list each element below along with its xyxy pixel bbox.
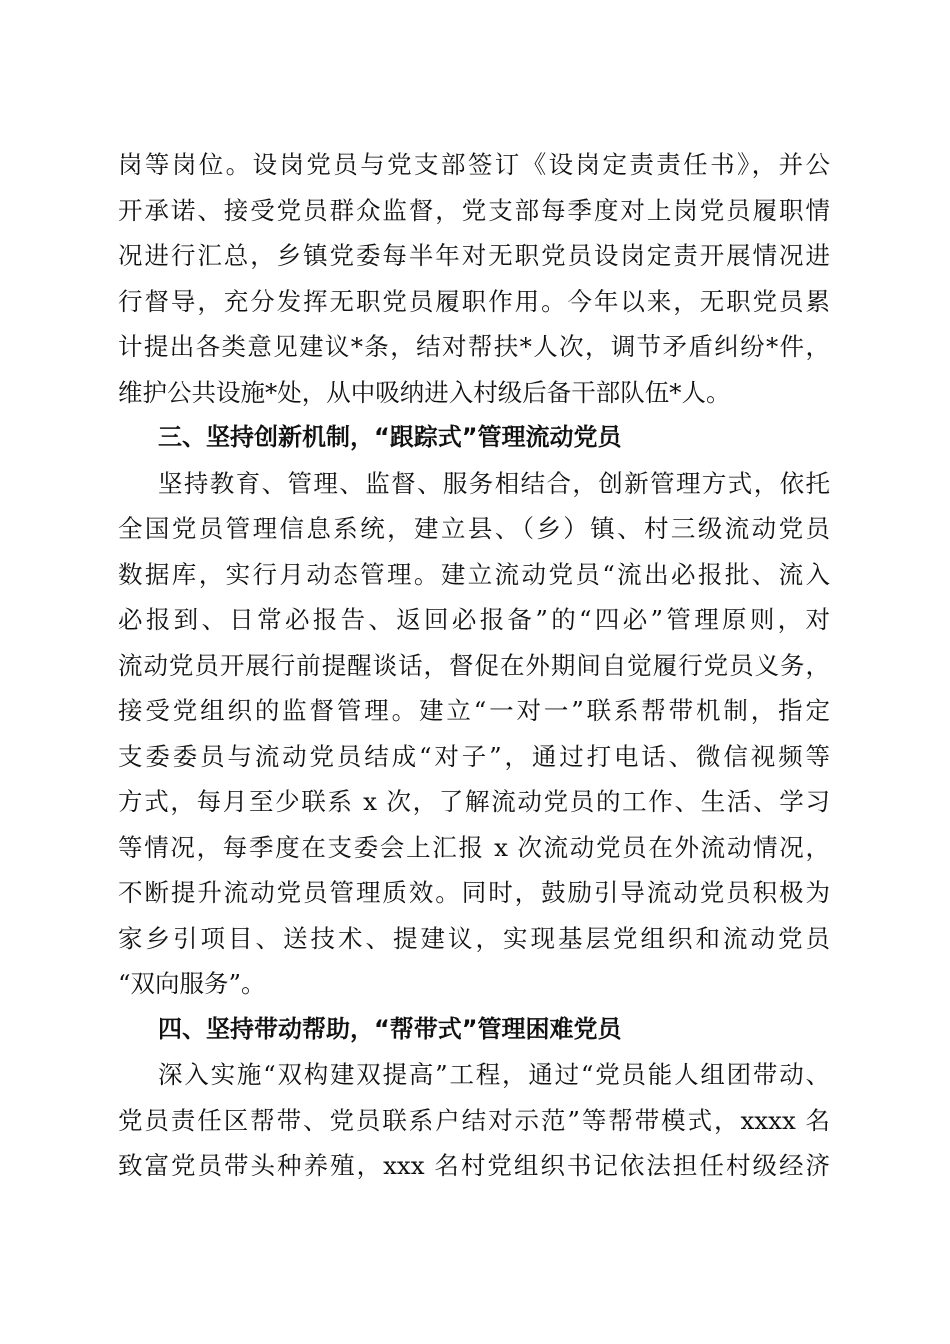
paragraph-line: 数据库，实行月动态管理。建立流动党员“流出必报批、流入 (118, 559, 830, 589)
paragraph-line: 方式，每月至少联系 x 次，了解流动党员的工作、生活、学习 (118, 787, 830, 816)
paragraph-line: 等情况，每季度在支委会上汇报 x 次流动党员在外流动情况， (118, 832, 830, 862)
paragraph-line: 流动党员开展行前提醒谈话，督促在外期间自觉履行党员义务， (118, 650, 830, 680)
paragraph-line: 岗等岗位。设岗党员与党支部签订《设岗定责责任书》，并公 (118, 150, 830, 179)
paragraph-line: 家乡引项目、送技术、提建议，实现基层党组织和流动党员 (118, 923, 830, 953)
section-heading-4: 四、坚持带动帮助，“帮带式”管理困难党员 (158, 1014, 622, 1043)
paragraph-line: 必报到、日常必报告、返回必报备”的“四必”管理原则，对 (118, 605, 830, 634)
paragraph-line: 不断提升流动党员管理质效。同时，鼓励引导流动党员积极为 (118, 878, 830, 907)
paragraph-line: 支委委员与流动党员结成“对子”，通过打电话、微信视频等 (118, 741, 830, 771)
paragraph-line: 坚持教育、管理、监督、服务相结合，创新管理方式，依托 (158, 468, 830, 498)
paragraph-line: 党员责任区帮带、党员联系户结对示范”等帮带模式，xxxx 名 (118, 1105, 830, 1135)
paragraph-line: 开承诺、接受党员群众监督，党支部每季度对上岗党员履职情 (118, 195, 830, 225)
paragraph-line: 接受党组织的监督管理。建立“一对一”联系帮带机制，指定 (118, 696, 830, 725)
paragraph-line: 行督导，充分发挥无职党员履职作用。今年以来，无职党员累 (118, 286, 830, 316)
document-body (118, 142, 830, 1189)
paragraph-line: “双向服务”。 (118, 969, 266, 998)
paragraph-line: 况进行汇总，乡镇党委每半年对无职党员设岗定责开展情况进 (118, 241, 830, 270)
paragraph-line: 计提出各类意见建议*条，结对帮扶*人次，调节矛盾纠纷*件， (118, 332, 830, 361)
section-heading-3: 三、坚持创新机制，“跟踪式”管理流动党员 (158, 423, 622, 451)
paragraph-line: 全国党员管理信息系统，建立县、（乡）镇、村三级流动党员 (118, 514, 830, 543)
paragraph-line: 维护公共设施*处，从中吸纳进入村级后备干部队伍*人。 (118, 377, 731, 407)
paragraph-line: 深入实施“双构建双提高”工程，通过“党员能人组团带动、 (158, 1060, 830, 1089)
paragraph-line: 致富党员带头种养殖，xxx 名村党组织书记依法担任村级经济 (118, 1151, 830, 1180)
